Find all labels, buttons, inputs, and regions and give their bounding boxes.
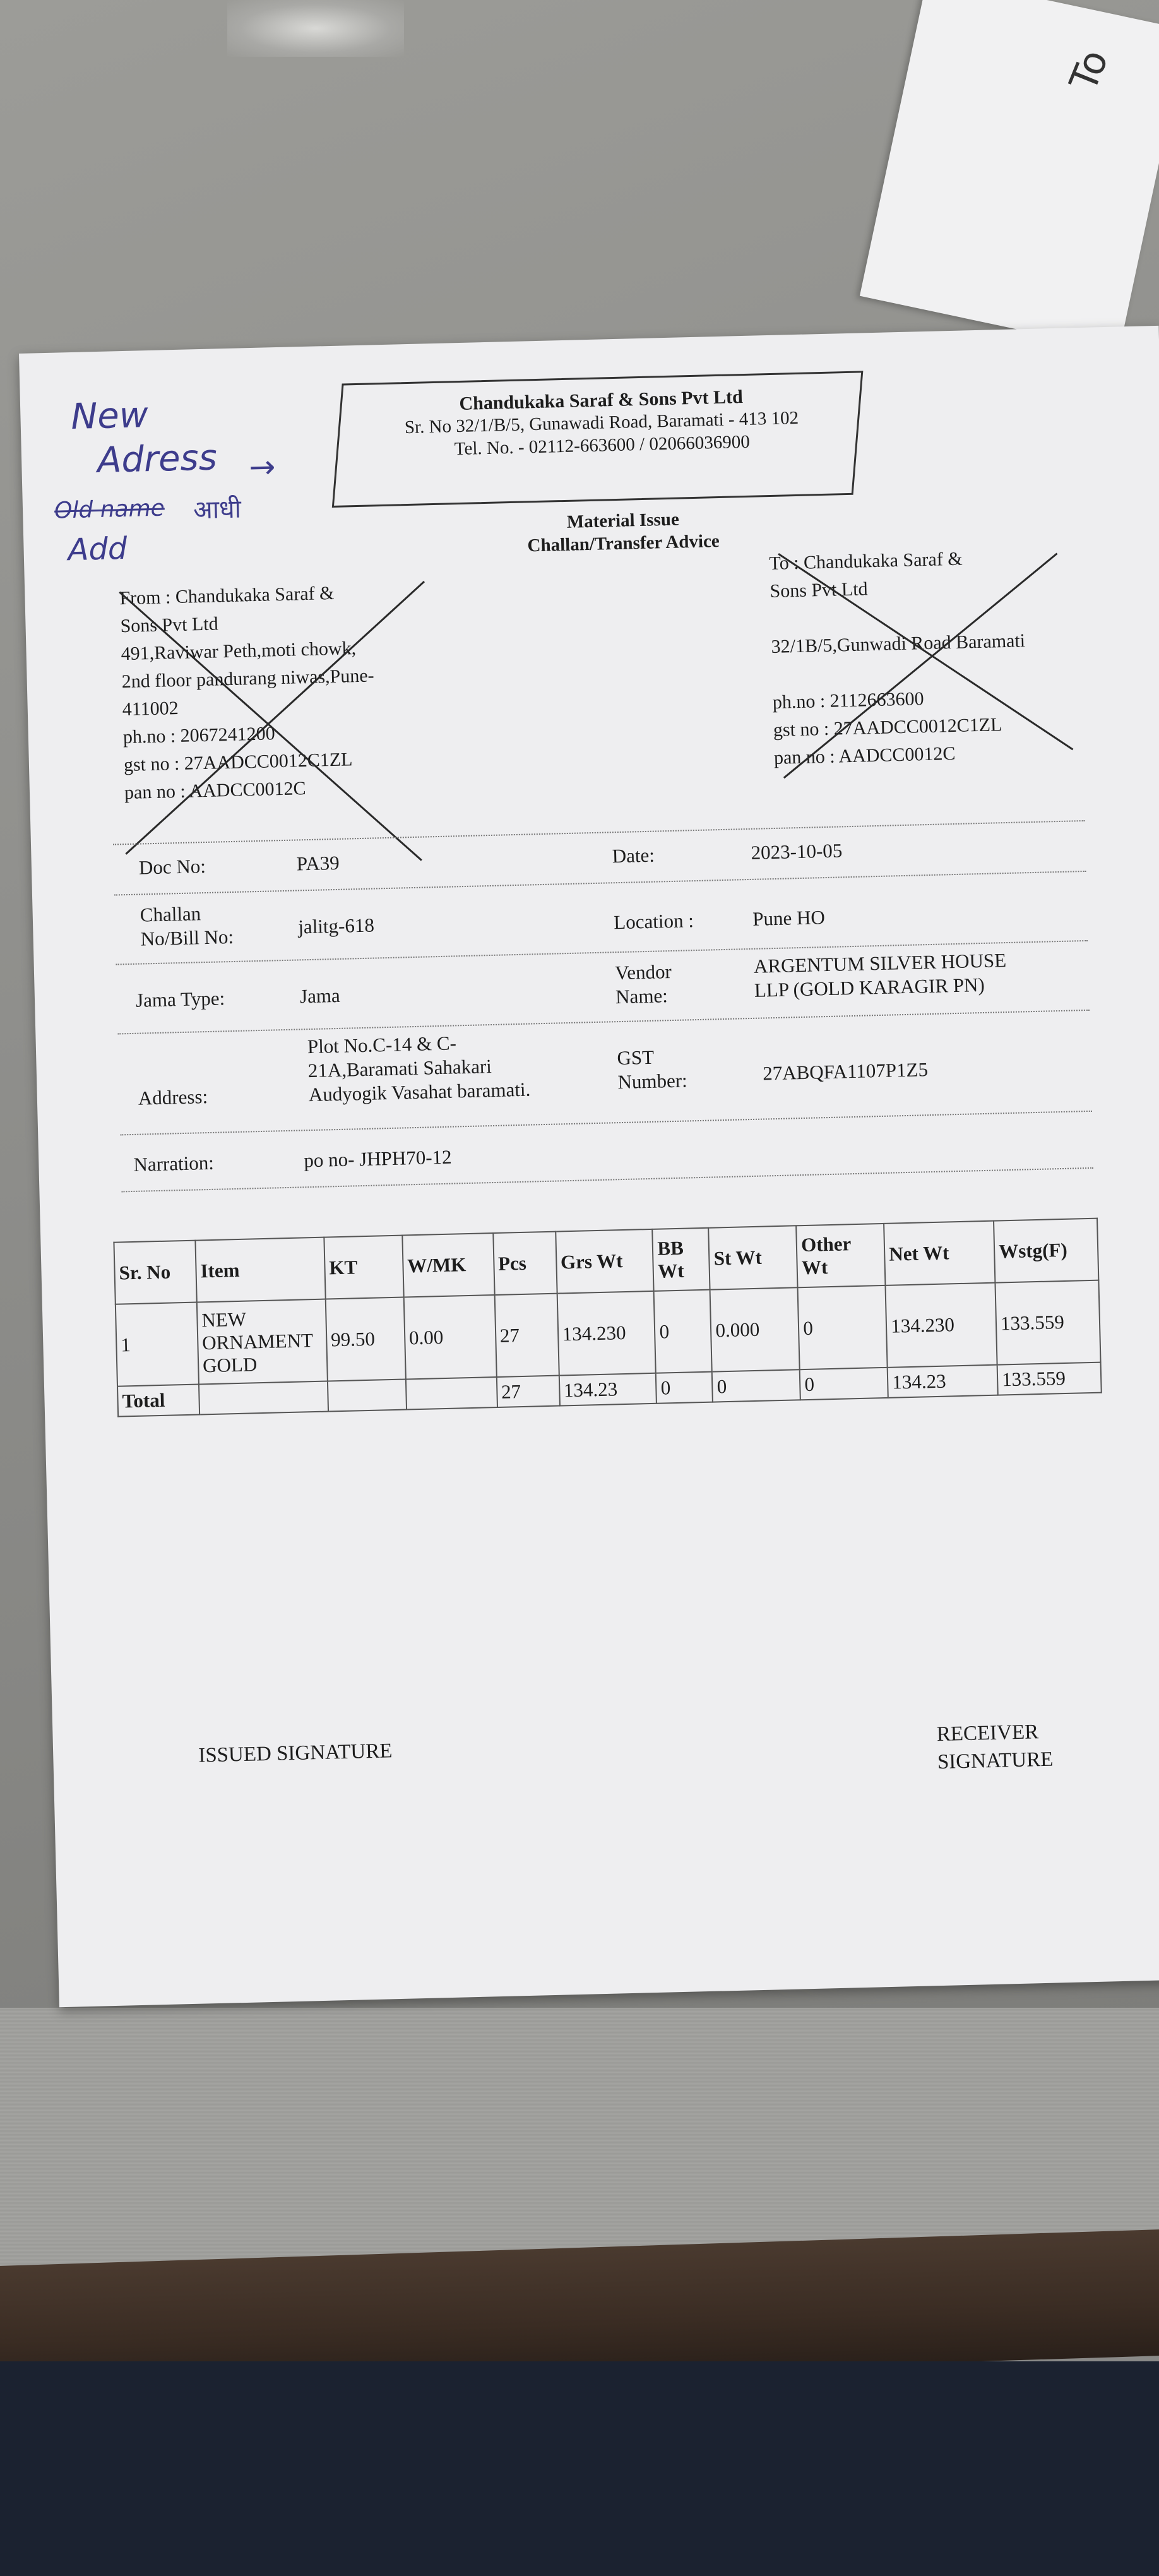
cell-total-other-wt: 0 xyxy=(800,1368,888,1400)
divider xyxy=(114,871,1086,896)
cell-sr-no: 1 xyxy=(116,1303,199,1386)
jama-type-label: Jama Type: xyxy=(135,987,225,1011)
receiver-signature xyxy=(936,1718,1053,1776)
to-line: pan no : AADCC0012C xyxy=(773,742,956,768)
cell-bb-wt: 0 xyxy=(654,1290,712,1373)
from-line: gst no : 27AADCC0012C1ZL xyxy=(123,749,353,776)
plastic-wrap xyxy=(227,0,404,57)
cell-total-bb-wt: 0 xyxy=(656,1372,713,1404)
cell-pcs: 27 xyxy=(494,1294,559,1377)
company-phone: Tel. No. - 02112-663600 / 02066036900 xyxy=(454,431,751,460)
document-title xyxy=(465,506,782,559)
divider xyxy=(120,1111,1092,1136)
challan-label xyxy=(140,901,234,951)
receiver-signature-line: RECEIVER xyxy=(936,1720,1039,1746)
narration-label: Narration: xyxy=(133,1151,215,1176)
col-sr-no: Sr. No xyxy=(114,1241,196,1304)
issued-signature: ISSUED SIGNATURE xyxy=(198,1739,393,1767)
address-line: Plot No.C-14 & C- xyxy=(307,1032,457,1058)
to-line: 32/1B/5,Gunwadi Road Baramati xyxy=(771,630,1026,658)
to-line: Sons Pvt Ltd xyxy=(770,578,868,602)
from-line: 411002 xyxy=(122,697,179,720)
address-line: 21A,Baramati Sahakari xyxy=(307,1055,492,1082)
cell-total-grs-wt: 134.23 xyxy=(559,1373,657,1406)
col-net-wt: Net Wt xyxy=(884,1221,995,1285)
cell-total-wmk xyxy=(406,1377,497,1410)
cell-total-wstg: 133.559 xyxy=(997,1363,1102,1395)
company-name: Chandukaka Saraf & Sons Pvt Ltd xyxy=(459,386,744,414)
to-line: ph.no : 2112663600 xyxy=(772,688,924,713)
challan-document xyxy=(19,326,1159,2007)
title-line-1: Material Issue xyxy=(566,509,680,532)
to-line: To : Chandukaka Saraf & xyxy=(769,548,963,575)
col-item: Item xyxy=(195,1237,325,1303)
date-label: Date: xyxy=(612,844,655,868)
from-line: 2nd floor pandurang niwas,Pune- xyxy=(121,665,374,693)
cell-st-wt: 0.000 xyxy=(710,1287,800,1371)
handwritten-add: Add xyxy=(67,530,128,568)
doc-no-label: Doc No: xyxy=(138,855,206,879)
col-bb-wt: BB Wt xyxy=(653,1228,710,1291)
challan-label-line: No/Bill No: xyxy=(140,925,234,950)
cell-total-kt xyxy=(328,1380,407,1412)
gst-value: 27ABQFA1107P1Z5 xyxy=(762,1058,929,1085)
col-wstg: Wstg(F) xyxy=(994,1219,1098,1283)
company-header xyxy=(317,383,886,464)
gst-label-line: Number: xyxy=(617,1069,688,1094)
handwritten-new: New xyxy=(70,395,149,438)
cell-item: NEW ORNAMENT GOLD xyxy=(197,1299,328,1385)
from-line: From : Chandukaka Saraf & xyxy=(119,582,335,609)
vendor-line: ARGENTUM SILVER HOUSE xyxy=(753,949,1007,977)
col-grs-wt: Grs Wt xyxy=(556,1229,654,1294)
cell-grs-wt: 134.230 xyxy=(557,1291,656,1376)
vendor-line: LLP (GOLD KARAGIR PN) xyxy=(754,973,985,1001)
from-line: Sons Pvt Ltd xyxy=(120,613,218,637)
title-line-2: Challan/Transfer Advice xyxy=(527,530,720,556)
col-wmk: W/MK xyxy=(402,1233,494,1297)
cell-wstg: 133.559 xyxy=(995,1280,1100,1365)
handwritten-arrow: → xyxy=(248,448,276,486)
challan-value: jalitg-618 xyxy=(297,914,375,938)
to-address-block xyxy=(769,541,1127,772)
col-st-wt: St Wt xyxy=(709,1225,798,1289)
location-label: Location : xyxy=(613,909,694,934)
cell-total-net-wt: 134.23 xyxy=(888,1365,998,1398)
date-value: 2023-10-05 xyxy=(751,839,843,864)
doc-no-value: PA39 xyxy=(296,851,340,875)
floor xyxy=(0,2361,1159,2576)
address-line: Audyogik Vasahat baramati. xyxy=(308,1078,531,1106)
from-line: 491,Raviwar Peth,moti chowk, xyxy=(121,638,357,665)
address-label: Address: xyxy=(138,1085,208,1109)
col-kt: KT xyxy=(324,1236,403,1299)
from-line: pan no : AADCC0012C xyxy=(124,778,306,804)
divider xyxy=(117,1010,1090,1035)
handwritten-devanagari: आधी xyxy=(193,494,242,525)
gst-label xyxy=(617,1044,687,1094)
vendor-label xyxy=(615,960,672,1009)
vendor-label-line: Name: xyxy=(615,984,669,1008)
cell-total-pcs: 27 xyxy=(496,1376,559,1407)
address-value xyxy=(307,1030,531,1107)
cell-total-label: Total xyxy=(117,1385,199,1417)
col-pcs: Pcs xyxy=(493,1232,557,1295)
jama-type-value: Jama xyxy=(299,984,341,1008)
col-other-wt: Other Wt xyxy=(796,1224,885,1287)
vendor-label-line: Vendor xyxy=(614,960,672,984)
gst-label-line: GST xyxy=(617,1046,655,1070)
to-line: gst no : 27AADCC0012C1ZL xyxy=(773,714,1002,741)
divider xyxy=(121,1167,1093,1193)
company-address: Sr. No 32/1/B/5, Gunawadi Road, Baramati - 413 102 xyxy=(404,407,799,438)
cell-other-wt: 0 xyxy=(798,1285,888,1369)
handwritten-adress: Adress xyxy=(97,437,218,482)
cell-total-st-wt: 0 xyxy=(712,1369,800,1402)
cell-wmk: 0.00 xyxy=(403,1295,496,1379)
challan-label-line: Challan xyxy=(140,902,201,926)
from-line: ph.no : 2067241200 xyxy=(122,723,276,748)
cell-kt: 99.50 xyxy=(326,1297,406,1381)
narration-value: po no- JHPH70-12 xyxy=(303,1145,452,1172)
receiver-signature-line: SIGNATURE xyxy=(937,1748,1054,1774)
cell-net-wt: 134.230 xyxy=(886,1283,997,1368)
envelope-note: To xyxy=(1061,44,1117,97)
items-table xyxy=(113,1218,1102,1417)
vendor-value xyxy=(754,948,1007,1003)
handwritten-struck-word: Old name xyxy=(54,495,165,524)
cell-total-item xyxy=(199,1381,328,1415)
from-address-block xyxy=(119,576,478,808)
divider xyxy=(113,820,1085,845)
location-value: Pune HO xyxy=(752,906,826,930)
